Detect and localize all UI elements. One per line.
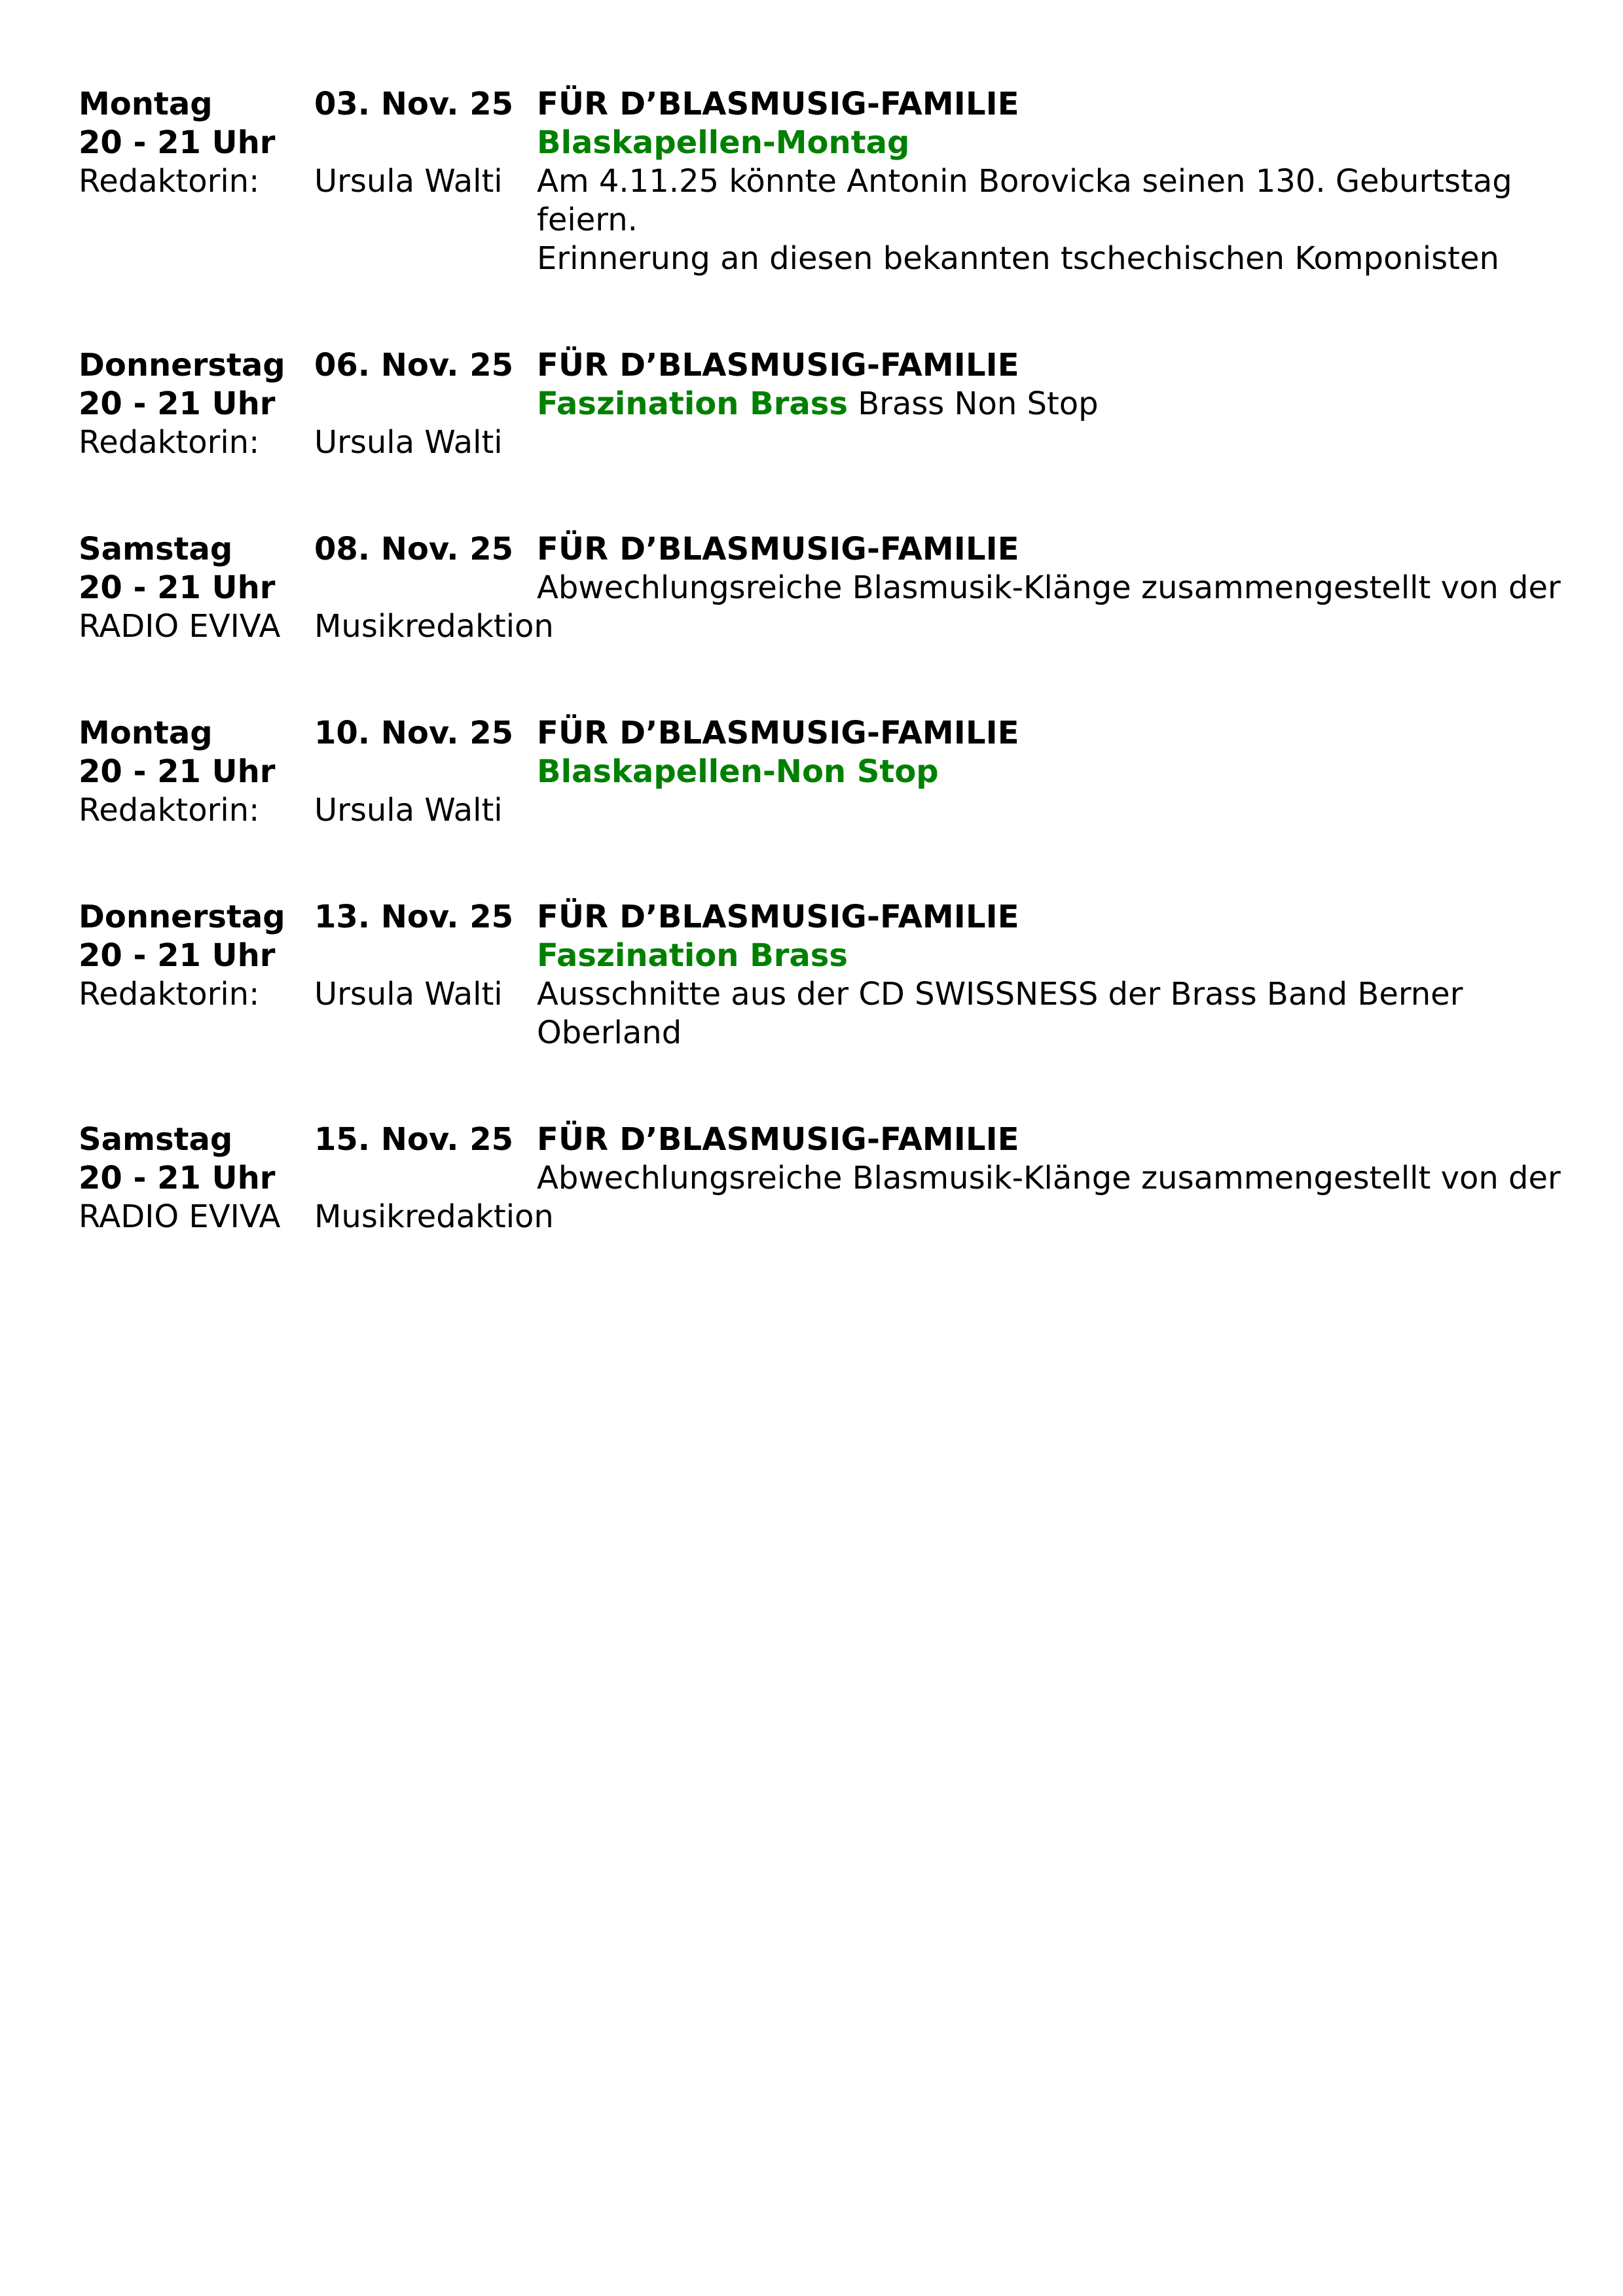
entry-spacer (314, 385, 537, 423)
entry-person: Ursula Walti (314, 163, 503, 200)
entry-segment-line (537, 569, 1564, 607)
entry-segment-line (537, 753, 1564, 791)
entry-day: Samstag (79, 531, 233, 567)
entry-description: Abwechlungsreiche Blasmusik-Klänge zusammengestellt von der (537, 1160, 1561, 1196)
entry-series-title: FÜR D’BLASMUSIG-FAMILIE (537, 715, 1019, 751)
entry-spacer (314, 937, 537, 975)
entry-description-line-1: Ausschnitte aus der CD SWISSNESS der Brass Band Berner Oberland (537, 976, 1473, 1051)
entry-spacer (79, 240, 314, 278)
entry-time: 20 - 21 Uhr (79, 386, 276, 422)
program-entry (0, 530, 1623, 646)
entry-series-title: FÜR D’BLASMUSIG-FAMILIE (537, 347, 1019, 384)
entry-series-title: FÜR D’BLASMUSIG-FAMILIE (537, 1121, 1019, 1158)
entry-time: 20 - 21 Uhr (79, 937, 276, 974)
program-entry (0, 714, 1623, 830)
entry-segment-title: Faszination Brass (537, 937, 848, 974)
entry-spacer (314, 569, 537, 607)
entry-day: Montag (79, 715, 213, 751)
entry-description-line-1 (537, 423, 1564, 462)
entry-role-label: Redaktorin: (79, 424, 260, 461)
entry-time: 20 - 21 Uhr (79, 569, 276, 606)
entry-day: Montag (79, 86, 213, 122)
program-entry (0, 85, 1623, 278)
entry-segment-line (537, 124, 1564, 162)
program-entry (0, 898, 1623, 1052)
entry-segment-line (537, 937, 1564, 975)
entry-series-title: FÜR D’BLASMUSIG-FAMILIE (537, 899, 1019, 935)
entry-description: Abwechlungsreiche Blasmusik-Klänge zusammengestellt von der (537, 569, 1561, 606)
entry-segment-title: Faszination Brass (537, 386, 848, 422)
entry-series-title: FÜR D’BLASMUSIG-FAMILIE (537, 86, 1019, 122)
entry-segment-title: Blaskapellen-Montag (537, 124, 910, 161)
entry-role-label: Redaktorin: (79, 976, 260, 1013)
entry-time: 20 - 21 Uhr (79, 753, 276, 790)
program-entry (0, 1121, 1623, 1236)
entry-time: 20 - 21 Uhr (79, 124, 276, 161)
entry-person: Musikredaktion (314, 1198, 554, 1235)
entry-segment-line (537, 1159, 1564, 1198)
entry-spacer (314, 753, 537, 791)
entry-person: Ursula Walti (314, 792, 503, 829)
entry-role-label: RADIO EVIVA (79, 1198, 281, 1235)
entry-segment-suffix: Brass Non Stop (847, 386, 1099, 422)
entry-date: 06. Nov. 25 (314, 347, 514, 384)
entry-role-label: Redaktorin: (79, 792, 260, 829)
entry-role-label: Redaktorin: (79, 163, 260, 200)
entry-spacer (314, 124, 537, 162)
entry-date: 08. Nov. 25 (314, 531, 514, 567)
entry-date: 03. Nov. 25 (314, 86, 514, 122)
entry-spacer (314, 240, 537, 278)
entry-description-line-1 (537, 791, 1564, 830)
entry-person: Ursula Walti (314, 976, 503, 1013)
entry-date: 15. Nov. 25 (314, 1121, 514, 1158)
entry-spacer (314, 1159, 537, 1198)
entry-time: 20 - 21 Uhr (79, 1160, 276, 1196)
entry-series-title: FÜR D’BLASMUSIG-FAMILIE (537, 531, 1019, 567)
entry-person: Musikredaktion (314, 608, 554, 645)
program-schedule-list (0, 85, 1623, 1236)
entry-day: Samstag (79, 1121, 233, 1158)
entry-description-line-1: Am 4.11.25 könnte Antonin Borovicka seinen 130. Geburtstag feiern. (537, 163, 1522, 238)
entry-description-line-2: Erinnerung an diesen bekannten tschechischen Komponisten (537, 240, 1499, 277)
entry-date: 10. Nov. 25 (314, 715, 514, 751)
entry-description-line-1 (537, 607, 1564, 646)
entry-role-label: RADIO EVIVA (79, 608, 281, 645)
entry-description-line-1 (537, 1198, 1564, 1236)
entry-date: 13. Nov. 25 (314, 899, 514, 935)
entry-day: Donnerstag (79, 347, 285, 384)
entry-day: Donnerstag (79, 899, 285, 935)
entry-segment-title: Blaskapellen-Non Stop (537, 753, 939, 790)
entry-person: Ursula Walti (314, 424, 503, 461)
program-entry (0, 346, 1623, 462)
entry-segment-line (537, 385, 1564, 423)
